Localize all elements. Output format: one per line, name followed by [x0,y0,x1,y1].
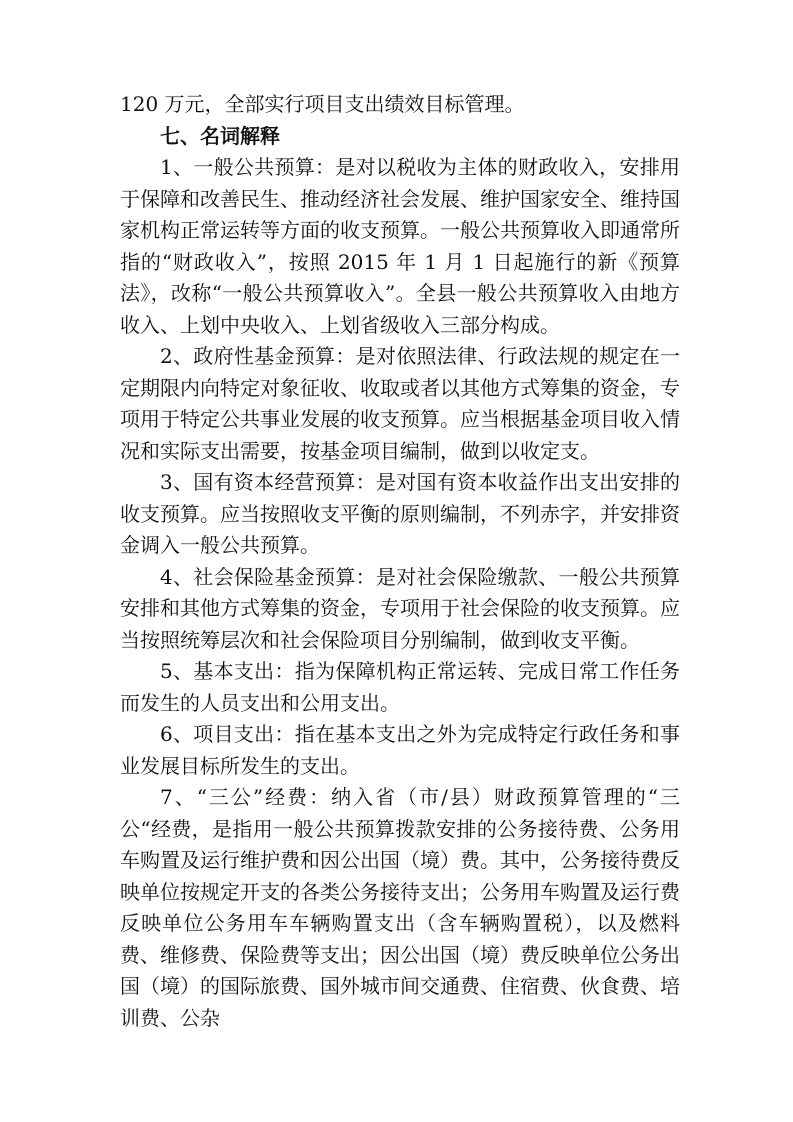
document-body [120,89,680,1034]
term-government-fund-budget: 2、政府性基金预算：是对依照法律、行政法规的规定在一定期限内向特定对象征收、收取或者以其他方式筹集的资金，专项用于特定公共事业发展的收支预算。应当根据基金项目收入情况和实际支出需要，按基金项目编制，做到以收定支。 [120,344,680,463]
continuation-paragraph: 120 万元，全部实行项目支出绩效目标管理。 [120,92,525,116]
term-social-insurance-fund-budget: 4、社会保险基金预算：是对社会保险缴款、一般公共预算安排和其他方式筹集的资金，专项用于社会保险的收支预算。应当按照统筹层次和社会保险项目分别编制，做到收支平衡。 [120,564,680,652]
term-general-public-budget: 1、一般公共预算：是对以税收为主体的财政收入，安排用于保障和改善民生、推动经济社会发展、维护国家安全、维持国家机构正常运转等方面的收支预算。一般公共预算收入即通常所指的“财政收入”，按照 2015 年 1 月 1 日起施行的新《预算法》，改称“一般公共预算收入”。全县一般公共预算收入由地方收入、上划中央收入、上划省级收入三部分构成。 [120,155,680,337]
term-three-public-expenses: 7、“三公”经费：纳入省（市/县）财政预算管理的“三公“经费，是指用一般公共预算拨款安排的公务接待费、公务用车购置及运行维护费和因公出国（境）费。其中，公务接待费反映单位按规定开支的各类公务接待支出；公务用车购置及运行费反映单位公务用车车辆购置支出（含车辆购置税），以及燃料费、维修费、保险费等支出；因公出国（境）费反映单位公务出国（境）的国际旅费、国外城市间交通费、住宿费、伙食费、培训费、公杂 [120,785,680,1030]
term-project-expenditure: 6、项目支出：指在基本支出之外为完成特定行政任务和事业发展目标所发生的支出。 [120,722,680,778]
term-basic-expenditure: 5、基本支出：指为保障机构正常运转、完成日常工作任务而发生的人员支出和公用支出。 [120,659,680,715]
term-state-capital-budget: 3、国有资本经营预算：是对国有资本收益作出支出安排的收支预算。应当按照收支平衡的原则编制，不列赤字，并安排资金调入一般公共预算。 [120,470,680,557]
section-heading-glossary: 七、名词解释 [160,123,280,148]
